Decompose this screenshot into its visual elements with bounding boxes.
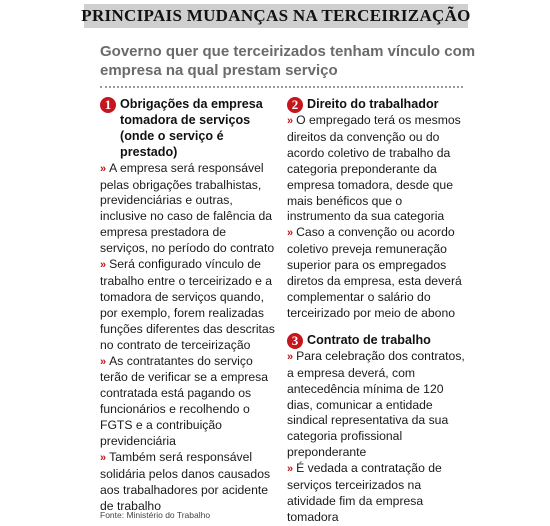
- section-number-badge: 3: [287, 333, 303, 349]
- header-band: [81, 4, 471, 28]
- chevron-right-icon: »: [287, 350, 292, 363]
- bullet-item: [287, 113, 465, 225]
- section-number-badge: 1: [100, 97, 116, 113]
- chevron-right-icon: »: [100, 355, 105, 368]
- bullet-text: As contratantes do serviço terão de verificar se a empresa contratada está pagando os funcionários e recolhendo o FGTS e a contribuição previdenciária: [100, 353, 268, 449]
- section-2-head: [287, 97, 465, 113]
- section-2-title: Direito do trabalhador: [307, 97, 439, 111]
- bullet-text: A empresa será responsável pelas obrigações trabalhistas, previdenciárias e outras, inclusive no caso de falência da empresa prestadora de serviços, no período do contrato: [100, 160, 275, 256]
- bullet-text: Será configurado vínculo de trabalho entre o terceirizado e a tomadora de serviços quando, por exemplo, forem realizadas funções diferentes das descritas no contrato de terceirização: [100, 257, 275, 352]
- section-1-title: Obrigações da empresa tomadora de serviços (onde o serviço é prestado): [120, 97, 263, 159]
- page-title: PRINCIPAIS MUDANÇAS NA TERCEIRIZAÇÃO: [81, 6, 471, 25]
- bullet-item: [287, 461, 465, 526]
- bullet-text: Caso a convenção ou acordo coletivo preveja remuneração superior para os empregados diretos da empresa, esta deverá complementar o salário do terceirizado por meio de abono: [287, 225, 462, 320]
- chevron-right-icon: »: [100, 162, 105, 175]
- chevron-right-icon: »: [100, 259, 105, 272]
- bullet-item: [100, 354, 276, 450]
- bullet-text: O empregado terá os mesmos direitos da convenção ou do acordo coletivo de trabalho da categoria preponderante da empresa tomadora, desde que mais benéficos que o instrumento da sua categoria: [287, 113, 461, 224]
- section-3-head: [287, 333, 465, 349]
- bullet-text: Para celebração dos contratos, a empresa deverá, com antecedência mínima de 120 dias, comunicar a entidade sindical representativa da sua categoria profissional preponderante: [287, 348, 465, 460]
- chevron-right-icon: »: [100, 451, 105, 464]
- section-1: [100, 97, 276, 515]
- subtitle: Governo quer que terceirizados tenham vínculo com empresa na qual prestam serviço: [100, 43, 476, 79]
- section-3-title: Contrato de trabalho: [307, 332, 431, 347]
- source-credit: Fonte: Ministério do Trabalho: [100, 510, 211, 520]
- section-gap: [287, 322, 465, 333]
- section-1-head: [100, 97, 276, 161]
- bullet-text: Também será responsável solidária pelos danos causados aos trabalhadores por acidente de trabalho: [100, 449, 271, 513]
- bullet-text: É vedada a contratação de serviços terceirizados na atividade fim da empresa tomadora: [287, 461, 442, 524]
- right-column: [287, 97, 465, 526]
- chevron-right-icon: »: [287, 115, 292, 127]
- dotted-divider: [100, 86, 463, 88]
- section-number-badge: 2: [287, 97, 303, 113]
- section-3: [287, 333, 465, 526]
- bullet-item: [100, 161, 276, 257]
- section-2: [287, 97, 465, 322]
- chevron-right-icon: »: [287, 227, 292, 240]
- bullet-item: [287, 349, 465, 461]
- chevron-right-icon: »: [287, 463, 292, 476]
- bullet-item: [100, 257, 276, 353]
- bullet-item: [287, 225, 465, 321]
- bullet-item: [100, 450, 276, 515]
